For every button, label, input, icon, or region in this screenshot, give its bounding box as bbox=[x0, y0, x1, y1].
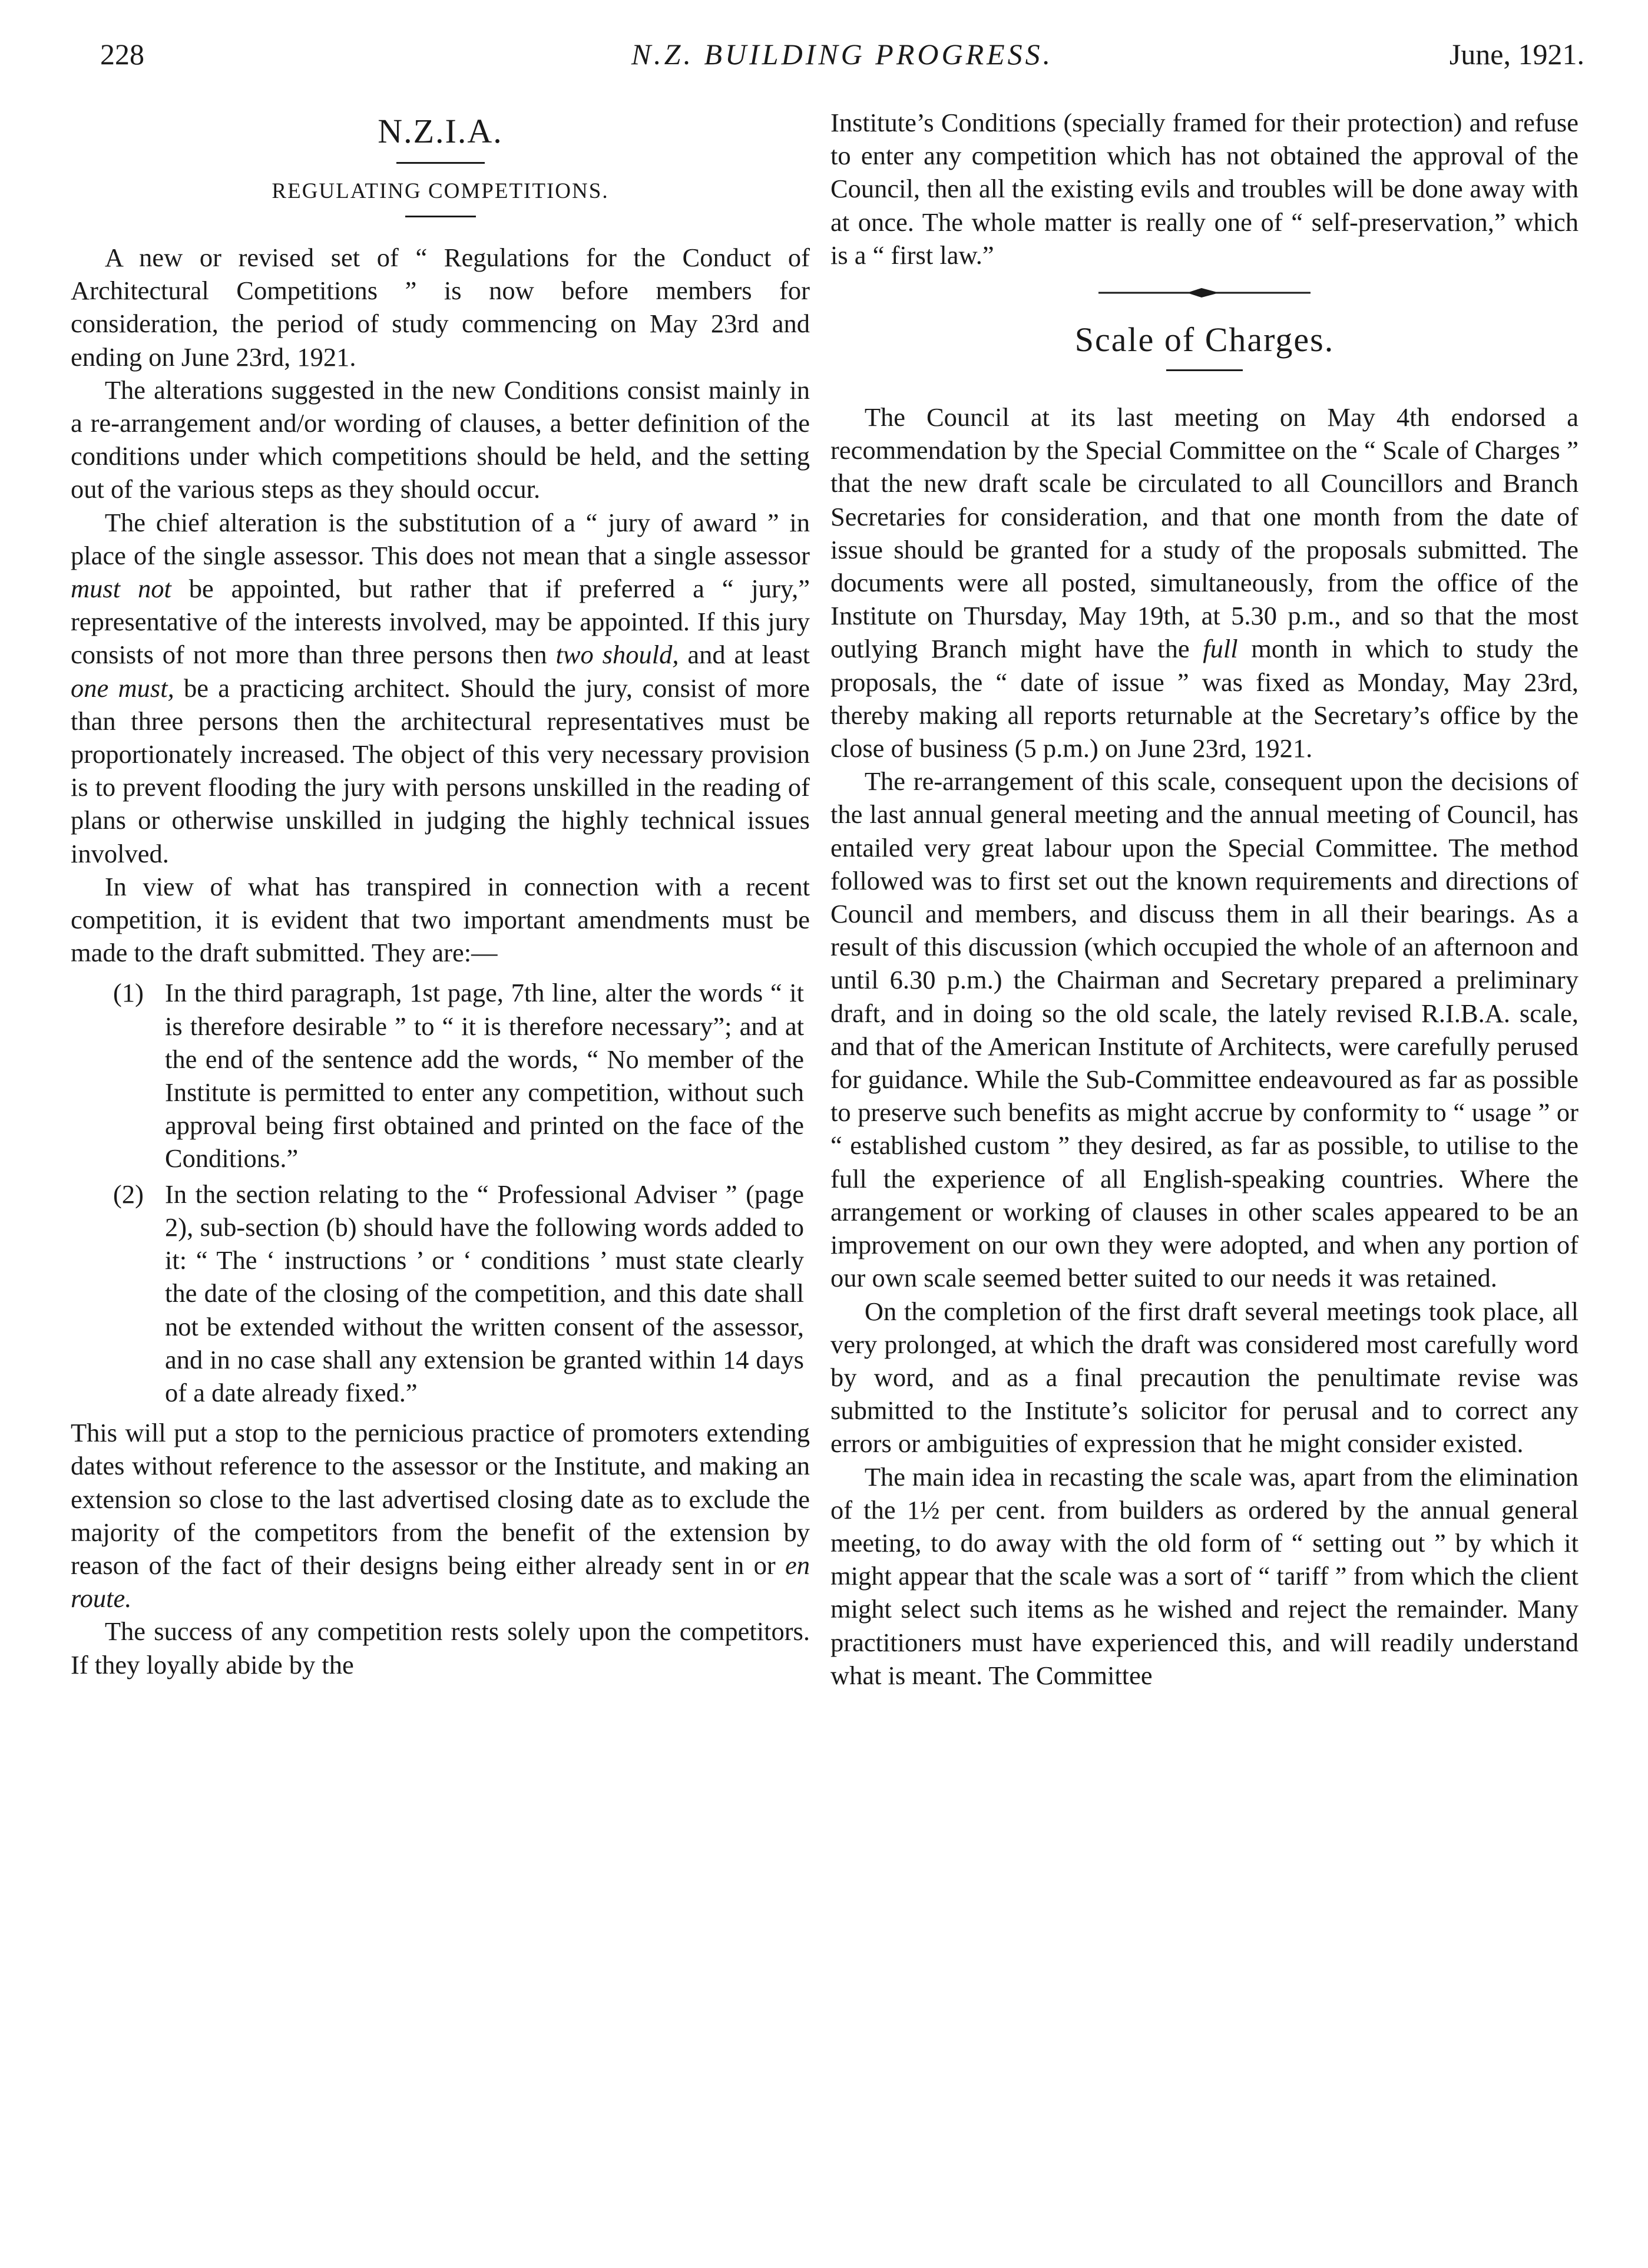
paragraph bbox=[71, 1416, 810, 1615]
paragraph: On the completion of the first draft several meetings took place, all very prolonged, at which the draft was considered most carefully word by word, and as a final precaution the penultimate revise was submitted to the Institute’s solicitor for perusal and to correct any errors or ambiguities of expression that he might consider existed. bbox=[830, 1296, 1578, 1459]
list-number: (1) bbox=[113, 978, 144, 1008]
issue-date: June, 1921. bbox=[1449, 38, 1584, 71]
italic-text: one must, bbox=[71, 673, 174, 703]
paragraph bbox=[71, 506, 810, 870]
paragraph: A new or revised set of “ Regulations for the Conduct of Architectural Competitions ” is now before members for consideration, the period of study commencing on May 23rd and ending on June 23rd, 1921. bbox=[71, 243, 810, 372]
list-item bbox=[71, 1178, 810, 1409]
italic-text: full bbox=[1203, 634, 1238, 664]
text-run: and at least bbox=[687, 640, 810, 670]
italic-text: two should, bbox=[555, 640, 679, 670]
paragraph bbox=[830, 401, 1578, 765]
paragraph: The re-arrangement of this scale, consequent upon the decisions of the last annual general meeting and the annual meeting of Council, has entailed very great labour upon the Special Committee. The method followed was to first set out the known requirements and directions of Council and members, and discuss them in all their bearings. As a result of this discussion (which occupied the whole of an afternoon and until 6.30 p.m.) the Chairman and Secretary prepared a preliminary draft, and in doing so the old scale, the lately revised R.I.B.A. scale, and that of the American Institute of Architects, were carefully perused for guidance. While the Sub-Committee endeavoured as far as possible to preserve such benefits as might accrue by conformity to “ usage ” or “ established custom ” they desired, as far as possible, to utilise to the full the experience of all English-speaking countries. Where the arrangement or working of clauses in other scales appeared to be an improvement on our own they were adopted, and when any portion of our own scale seemed better suited to our needs it was retained. bbox=[830, 766, 1578, 1293]
text-run: The chief alteration is the substitution of a “ jury of award ” in place of the single assessor. This does not mean that a single assessor bbox=[71, 507, 810, 570]
heading-rule bbox=[396, 162, 485, 164]
left-column bbox=[71, 97, 810, 1681]
text-run: month in which to study the proposals, the “ date of issue ” was fixed as Monday, May 23rd, thereby making all reports returnable at the Secretary’s office by the close of business (5 p.m.) on June 23rd, 1921. bbox=[830, 634, 1578, 763]
paragraph: In view of what has transpired in connection with a recent competition, it is evident that two important amendments must be made to the draft submitted. They are:— bbox=[71, 871, 810, 968]
ornamental-divider bbox=[1098, 286, 1311, 300]
heading-rule bbox=[1166, 369, 1243, 371]
text-run: be a practicing architect. Should the jury, consist of more than three persons then the architectural representatives must be proportionately increased. The object of this very necessary provision is to prevent flooding the jury with persons unskilled in the reading of plans or otherwise unskilled in judging the highly technical issues involved. bbox=[71, 673, 810, 868]
list-text: In the section relating to the “ Professional Adviser ” (page 2), sub-section (b) should have the following words added to it: “ The ‘ instructions ’ or ‘ conditions ’ must state clearly the date of the closing of the competition, and this date shall not be extended without the written consent of the assessor, and in no case shall any extension be granted within 14 days of a date already fixed.” bbox=[165, 1179, 804, 1407]
text-run: The Council at its last meeting on May 4th endorsed a recommendation by the Special Committee on the “ Scale of Charges ” that the new draft scale be circulated to all Councillors and Branch Secretaries for consideration, and that one month from the date of issue should be granted for a study of the proposals submitted. The documents were all posted, simultaneously, from the office of the Institute on Thursday, May 19th, at 5.30 p.m., and so that the most outlying Branch might have the bbox=[830, 402, 1578, 664]
list-text: In the third paragraph, 1st page, 7th line, alter the words “ it is therefore desirable ” to “ it is therefore necessary”; and at the end of the sentence add the words, “ No member of the Institute is permitted to enter any competition, without such approval being first obtained and printed on the face of the Conditions.” bbox=[165, 978, 804, 1173]
journal-title: N.Z. BUILDING PROGRESS. bbox=[631, 38, 1054, 71]
section-heading-scale-of-charges: Scale of Charges. bbox=[1074, 320, 1335, 359]
text-run: This will put a stop to the pernicious practice of promoters extending dates without reference to the assessor or the Institute, and making an extension so close to the last advertised closing date as to exclude the majority of the competitors from the benefit of the extension by reason of the fact of their designs being either already sent in or bbox=[71, 1418, 810, 1580]
amendments-list bbox=[71, 976, 810, 1409]
paragraph: The main idea in recasting the scale was, apart from the elimination of the 1½ per cent. from builders as ordered by the annual general meeting, to do away with the old form of “ setting out ” by which it might appear that the scale was a sort of “ tariff ” from which the client might select such items as he wished and reject the remainder. Many practitioners must have experienced this, and will readily understand what is meant. The Committee bbox=[830, 1462, 1578, 1690]
text-run: be appointed, but rather that if preferred a “ jury,” representative of the interests involved, may be appointed. If this jury consists of not more than three persons then bbox=[71, 574, 810, 670]
section-heading-nzia: N.Z.I.A. bbox=[378, 112, 503, 150]
paragraph: The alterations suggested in the new Conditions consist mainly in a re-arrangement and/or wording of clauses, a better definition of the conditions under which competitions should be held, and the setting out of the various steps as they should occur. bbox=[71, 375, 810, 504]
running-header bbox=[100, 31, 1584, 78]
paragraph: The success of any competition rests solely upon the competitors. If they loyally abide by the bbox=[71, 1616, 810, 1679]
italic-text: en route. bbox=[71, 1550, 810, 1614]
subheading-regulating-competitions: REGULATING COMPETITIONS. bbox=[272, 179, 609, 203]
right-column bbox=[830, 106, 1578, 1692]
subheading-rule bbox=[405, 216, 476, 217]
italic-text: must not bbox=[71, 574, 171, 604]
paragraph-continuation: Institute’s Conditions (specially framed for their protection) and refuse to enter any competition which has not obtained the approval of the Council, then all the existing evils and troubles will be done away with at once. The whole matter is really one of “ self-preservation,” which is a “ first law.” bbox=[830, 108, 1578, 270]
list-item bbox=[71, 976, 810, 1175]
list-number: (2) bbox=[113, 1179, 144, 1209]
page-number: 228 bbox=[100, 38, 144, 71]
